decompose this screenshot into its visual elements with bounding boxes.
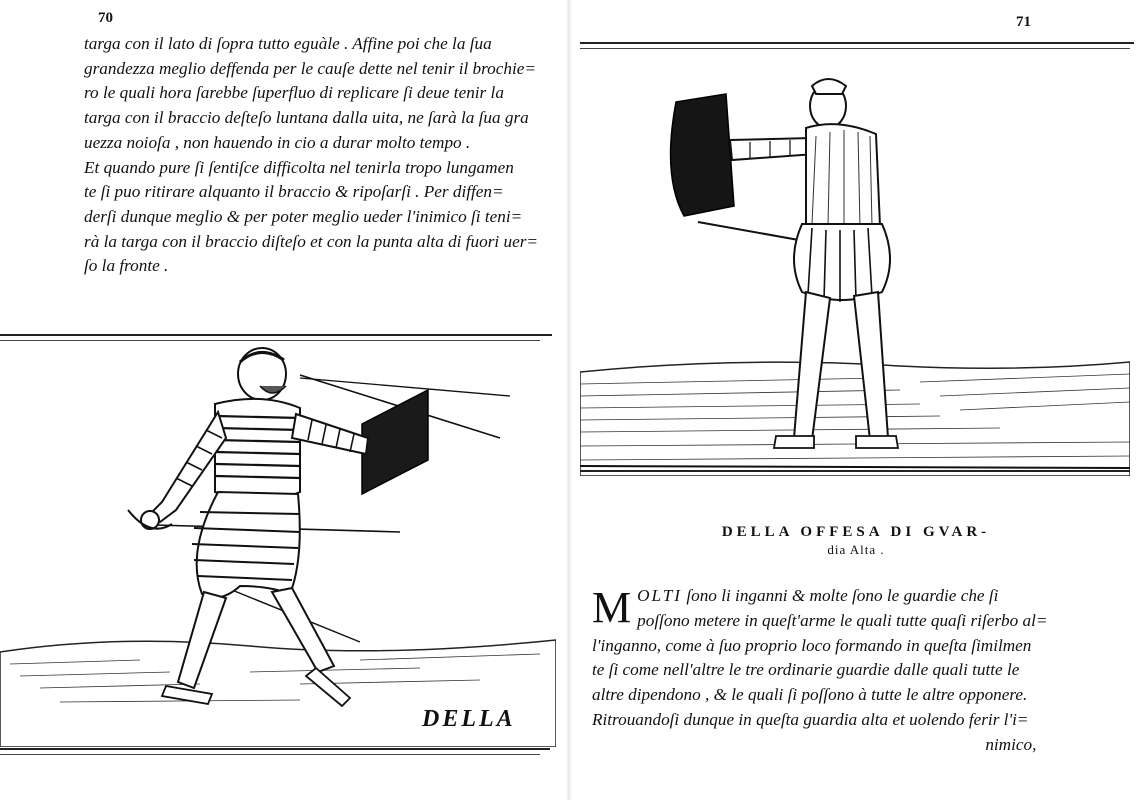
text-line: l'inganno, come à ſuo proprio loco formando in queſta ſimilmen [592,635,1032,655]
text-line: grandezza meglio deffenda per le cauſe dette nel tenir il brochie= [84,58,537,78]
catchword: DELLA [422,706,516,732]
left-page-number: 70 [98,10,113,26]
bottom-rule [0,748,550,750]
left-woodcut-illustration [0,342,556,747]
right-page-text [592,583,1048,758]
text-line: targa con il braccio deſteſo luntana dalla uita, ne ſarà la ſua gra [84,108,529,128]
section-heading: DELLA OFFESA DI GVAR- [721,524,991,540]
text-line: poſſono metere in queſt'arme le quali tutte quaſi riſerbo al= [637,610,1048,630]
first-word: OLTI [637,586,683,605]
text-line: ſo la fronte . [84,256,169,276]
text-line: ro le quali hora ſarebbe ſuperfluo di replicare ſi deue tenir la [84,83,504,103]
top-rule [580,42,1134,44]
text-line: te ſi puo ritirare alquanto il braccio & ripoſarſi . Per diffen= [84,182,504,202]
right-page [570,0,1142,800]
right-woodcut-illustration [580,56,1130,476]
text-line: rà la targa con il braccio diſteſo et con la punta alta di fuori uer= [84,231,538,251]
right-page-number: 71 [1016,14,1031,30]
text-line: derſi dunque meglio & per poter meglio ueder l'inimico ſi teni= [84,206,523,226]
text-line: nimico, [985,734,1037,754]
text-line: te ſi come nell'altre le tre ordinarie guardie dalle quali tutte le [592,660,1020,680]
illustration-bottom-rule [580,470,1130,472]
text-line: altre dipendono , & le quali ſi poſſono à tutte le altre opponere. [592,685,1028,705]
text-line: uezza noioſa , non hauendo in cio a durar molto tempo . [84,132,471,152]
illustration-top-rule [0,334,552,336]
section-subheading: dia Alta . [827,542,885,557]
illustration-top-rule-inner [0,340,540,341]
drop-cap: M [592,583,632,632]
text-line: targa con il lato di ſopra tutto eguàle . Affine poi che la ſua [84,34,492,53]
bottom-rule-inner [0,754,540,755]
text-line: ſono li inganni & molte ſono le guardie che ſi [686,586,999,605]
text-line: Et quando pure ſi ſentiſce difficolta nel tenirla tropo lungamen [84,157,514,177]
left-page [0,0,570,800]
left-page-text [84,32,538,279]
top-rule-inner [580,48,1130,49]
text-line: Ritrouandoſi dunque in queſta guardia alta et uolendo ferir l'i= [592,709,1029,729]
